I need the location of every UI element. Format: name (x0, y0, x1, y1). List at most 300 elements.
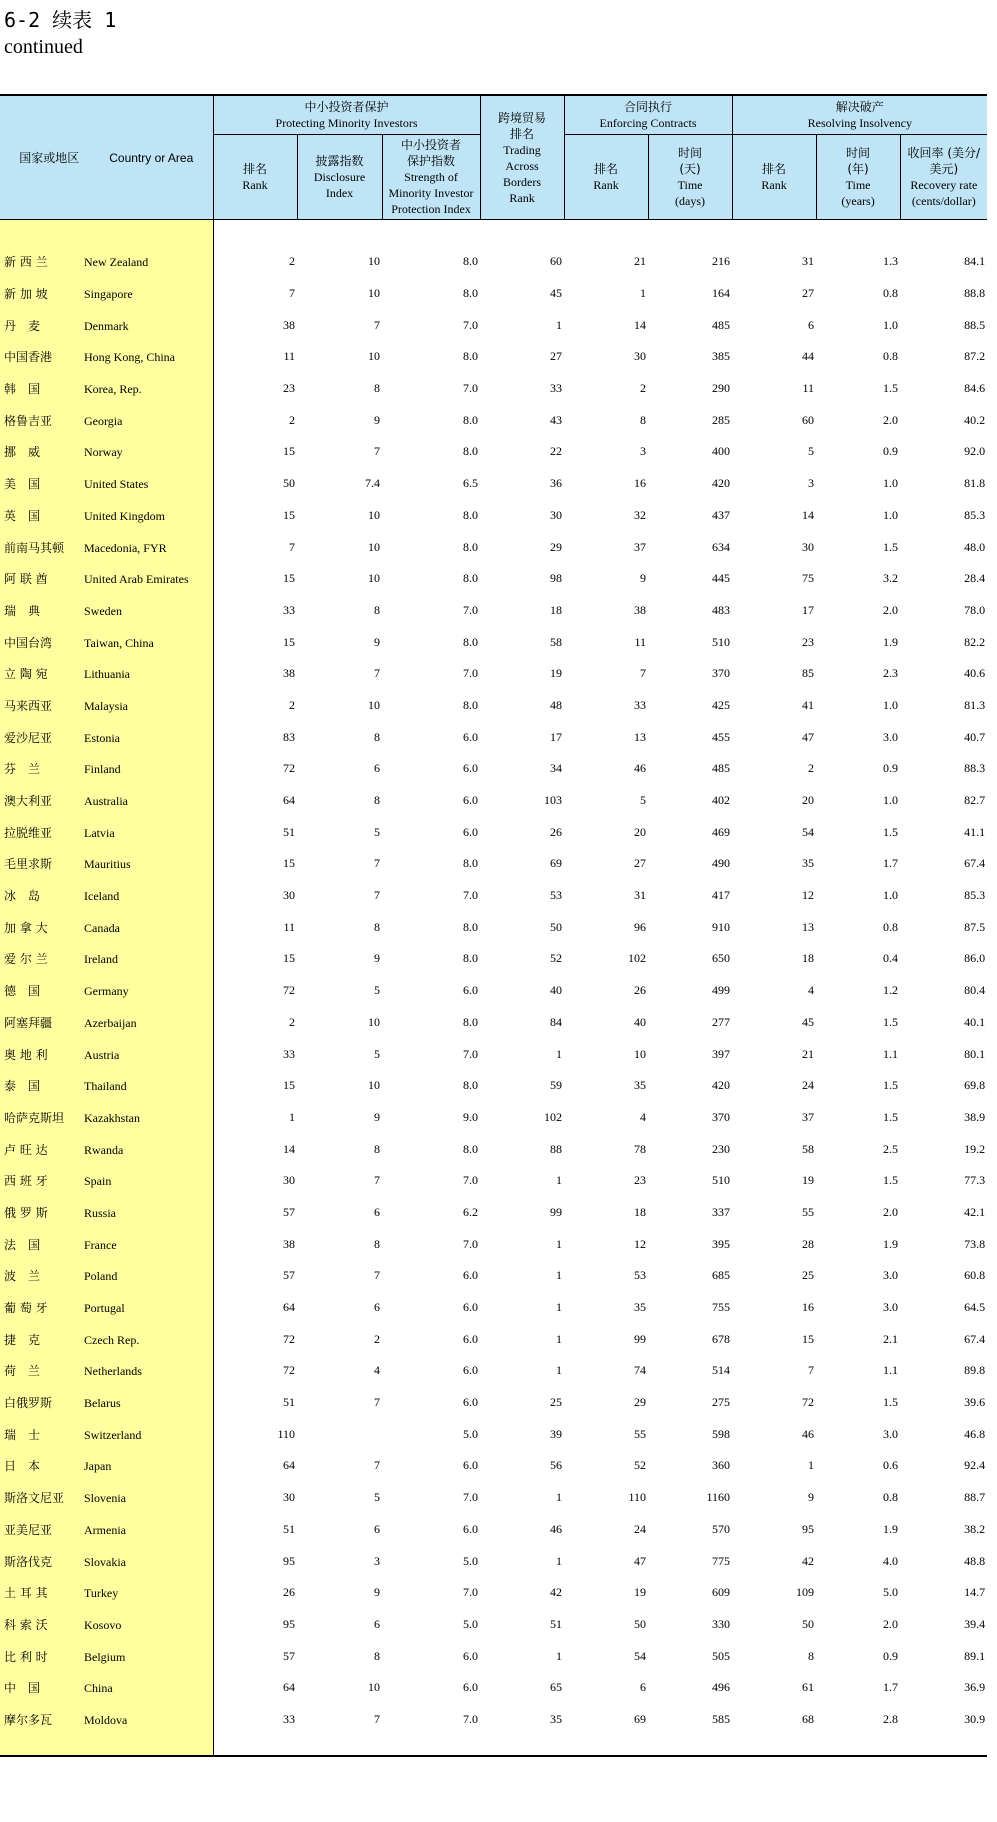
spacer-country-cell (0, 220, 213, 247)
cell-disc: 7.4 (365, 476, 380, 491)
ri-time-cn: 时间 (年) (846, 146, 871, 176)
country-name-cn: 新 加 坡 (4, 287, 48, 302)
cell-recovery: 41.1 (964, 824, 986, 839)
table-row (0, 1577, 987, 1609)
cell-ri-rank: 109 (796, 1585, 815, 1600)
cell-recovery: 80.4 (964, 983, 986, 998)
cell-trade: 1 (556, 1648, 563, 1663)
cell-ri-years: 0.4 (883, 951, 899, 966)
cell-trade: 42 (550, 1585, 563, 1600)
cell-trade: 1 (556, 1490, 563, 1505)
cell-ri-rank: 30 (802, 539, 815, 554)
country-cell (0, 816, 213, 848)
cell-disc: 9 (374, 1585, 380, 1600)
resolving-insolvency-header (732, 95, 987, 135)
ri-rank-header (732, 135, 816, 220)
cell-recovery: 88.3 (964, 761, 986, 776)
cell-ri-years: 1.5 (883, 1078, 899, 1093)
country-name-cn: 加 拿 大 (4, 920, 48, 935)
cell-strength: 8.0 (463, 286, 479, 301)
table-row (0, 468, 987, 500)
ri-rank-cn: 排名 (762, 162, 787, 176)
cell-ri-rank: 37 (802, 1109, 815, 1124)
country-name-cn: 哈萨克斯坦 (4, 1110, 65, 1125)
cell-disc: 7 (374, 1173, 380, 1188)
country-name-en: Iceland (84, 889, 120, 904)
cell-recovery: 48.0 (964, 539, 986, 554)
cell-ri-rank: 27 (802, 286, 815, 301)
cell-ri-rank: 1 (808, 1458, 815, 1473)
cell-strength: 7.0 (463, 602, 479, 617)
cell-ri-rank: 44 (802, 349, 815, 364)
cell-ec-rank: 24 (634, 1521, 647, 1536)
cell-pmi-rank: 33 (283, 1711, 295, 1726)
country-header-cn: 国家或地区 (19, 150, 80, 165)
country-header-en: Country or Area (109, 150, 194, 165)
cell-ec-days: 485 (712, 761, 731, 776)
cell-strength: 8.0 (463, 1014, 479, 1029)
country-name-cn: 葡 萄 牙 (4, 1301, 48, 1316)
cell-pmi-rank: 95 (283, 1616, 295, 1631)
cell-pmi-rank: 38 (283, 666, 295, 681)
pmi-header-cn: 中小投资者保护 (304, 100, 389, 114)
cell-ec-rank: 9 (640, 571, 647, 586)
cell-ec-rank: 19 (634, 1585, 647, 1600)
cell-pmi-rank: 2 (289, 412, 295, 427)
cell-strength: 7.0 (463, 888, 479, 903)
country-name-cn: 波 兰 (4, 1269, 41, 1284)
cell-disc: 6 (374, 1616, 380, 1631)
protecting-minority-investors-header (213, 95, 480, 135)
cell-ri-years: 1.7 (883, 1680, 899, 1695)
cell-ri-rank: 60 (802, 412, 815, 427)
cell-ri-rank: 7 (808, 1363, 815, 1378)
country-cell (0, 341, 213, 373)
cell-ec-days: 496 (712, 1680, 731, 1695)
cell-disc: 9 (374, 951, 380, 966)
ec-time-cn: 时间 (天) (678, 146, 703, 176)
cell-trade: 1 (556, 1173, 563, 1188)
cell-ri-years: 2.5 (883, 1141, 899, 1156)
cell-ec-days: 425 (712, 697, 731, 712)
country-name-cn: 冰 岛 (4, 889, 41, 904)
pmi-rank-header (213, 135, 297, 220)
country-name-en: Rwanda (84, 1142, 124, 1157)
cell-ec-rank: 50 (634, 1616, 647, 1631)
cell-disc: 10 (368, 349, 380, 364)
cell-pmi-rank: 33 (283, 602, 295, 617)
country-name-en: France (84, 1237, 117, 1252)
country-name-en: Finland (84, 762, 121, 777)
cell-ri-rank: 15 (802, 1331, 815, 1346)
cell-ri-rank: 68 (802, 1711, 815, 1726)
cell-pmi-rank: 72 (283, 983, 295, 998)
cell-ri-rank: 47 (802, 729, 815, 744)
cell-pmi-rank: 51 (283, 1521, 295, 1536)
country-name-en: Singapore (84, 287, 133, 302)
country-name-cn: 英 国 (4, 508, 41, 523)
cell-ri-years: 1.9 (883, 1521, 899, 1536)
country-name-en: China (84, 1681, 113, 1696)
cell-ri-rank: 75 (802, 571, 815, 586)
cell-ri-years: 3.0 (883, 1300, 899, 1315)
country-cell (0, 721, 213, 753)
cell-ec-rank: 21 (634, 254, 647, 269)
cell-ec-rank: 7 (640, 666, 647, 681)
cell-disc: 10 (368, 1680, 380, 1695)
cell-disc: 6 (374, 761, 380, 776)
cell-ri-years: 2.3 (883, 666, 899, 681)
cell-ri-years: 0.9 (883, 444, 899, 459)
cell-ec-rank: 4 (640, 1109, 647, 1124)
country-name-cn: 俄 罗 斯 (4, 1205, 48, 1220)
country-name-en: Turkey (84, 1586, 119, 1601)
cell-pmi-rank: 50 (283, 476, 295, 491)
table-row (0, 278, 987, 310)
table-row (0, 753, 987, 785)
cell-strength: 6.0 (463, 1648, 479, 1663)
disc-cn: 披露指数 (315, 154, 364, 168)
cell-ec-rank: 35 (634, 1300, 647, 1315)
country-name-en: Germany (84, 984, 129, 999)
table-row (0, 531, 987, 563)
cell-recovery: 28.4 (964, 571, 986, 586)
country-cell (0, 658, 213, 690)
cell-trade: 1 (556, 1236, 563, 1251)
cell-ec-days: 395 (712, 1236, 731, 1251)
country-cell (0, 975, 213, 1007)
country-cell (0, 1292, 213, 1324)
cell-pmi-rank: 15 (283, 951, 295, 966)
country-name-en: Belgium (84, 1649, 126, 1664)
country-name-en: Malaysia (84, 698, 128, 713)
cell-trade: 30 (550, 507, 563, 522)
data-table (0, 94, 987, 1757)
cell-disc: 10 (368, 1078, 380, 1093)
table-row (0, 1228, 987, 1260)
rec-en: Recovery rate (cents/dollar) (910, 178, 978, 208)
cell-strength: 8.0 (463, 634, 479, 649)
country-name-en: United Kingdom (84, 508, 165, 523)
cell-trade: 102 (544, 1109, 563, 1124)
cell-trade: 59 (550, 1078, 563, 1093)
cell-ec-days: 275 (712, 1395, 731, 1410)
cell-trade: 22 (550, 444, 563, 459)
country-name-cn: 泰 国 (4, 1079, 41, 1094)
country-cell (0, 690, 213, 722)
cell-ec-days: 775 (712, 1553, 731, 1568)
cell-ri-rank: 95 (802, 1521, 815, 1536)
cell-pmi-rank: 15 (283, 634, 295, 649)
country-name-cn: 法 国 (4, 1237, 41, 1252)
cell-ec-rank: 12 (634, 1236, 647, 1251)
cell-pmi-rank: 72 (283, 761, 295, 776)
cell-pmi-rank: 110 (277, 1426, 295, 1441)
ec-header-cn: 合同执行 (624, 100, 673, 114)
table-top-spacer (0, 220, 987, 247)
country-cell (0, 436, 213, 468)
cell-ec-days: 397 (712, 1046, 731, 1061)
cell-ri-rank: 20 (802, 793, 815, 808)
table-row (0, 848, 987, 880)
country-cell (0, 1704, 213, 1736)
ec-rank-header (564, 135, 648, 220)
cell-pmi-rank: 11 (283, 349, 295, 364)
cell-ec-rank: 99 (634, 1331, 647, 1346)
cell-ec-rank: 5 (640, 793, 647, 808)
cell-disc: 8 (374, 793, 380, 808)
cell-ri-rank: 85 (802, 666, 815, 681)
table-row (0, 1672, 987, 1704)
cell-ri-rank: 6 (808, 317, 815, 332)
country-cell (0, 1577, 213, 1609)
table-row (0, 436, 987, 468)
cell-trade: 29 (550, 539, 563, 554)
cell-pmi-rank: 15 (283, 856, 295, 871)
cell-trade: 1 (556, 1331, 563, 1346)
cell-strength: 7.0 (463, 1236, 479, 1251)
cell-ec-days: 490 (712, 856, 731, 871)
cell-recovery: 14.7 (964, 1585, 986, 1600)
country-cell (0, 404, 213, 436)
table-row (0, 1450, 987, 1482)
country-name-en: Lithuania (84, 667, 130, 682)
cell-ri-rank: 17 (802, 602, 815, 617)
country-name-en: United Arab Emirates (84, 572, 189, 587)
disc-en: Disclosure Index (313, 170, 366, 200)
cell-disc: 8 (374, 381, 380, 396)
cell-ri-years: 3.2 (883, 571, 899, 586)
cell-pmi-rank: 51 (283, 824, 295, 839)
cell-pmi-rank: 83 (283, 729, 295, 744)
cell-ec-days: 420 (712, 476, 731, 491)
cell-ec-rank: 18 (634, 1204, 647, 1219)
cell-pmi-rank: 57 (283, 1268, 295, 1283)
country-name-en: Estonia (84, 730, 120, 745)
country-cell (0, 1672, 213, 1704)
country-name-en: Australia (84, 794, 128, 809)
country-name-cn: 瑞 士 (4, 1427, 41, 1442)
cell-ec-days: 360 (712, 1458, 731, 1473)
country-name-cn: 瑞 典 (4, 603, 41, 618)
country-name-en: Azerbaijan (84, 1015, 137, 1030)
country-name-en: Netherlands (84, 1364, 142, 1379)
ri-time-years-header (816, 135, 900, 220)
cell-recovery: 69.8 (964, 1078, 986, 1093)
cell-ec-days: 505 (712, 1648, 731, 1663)
cell-disc: 6 (374, 1521, 380, 1536)
country-name-en: Norway (84, 445, 123, 460)
cell-trade: 52 (550, 951, 563, 966)
cell-strength: 6.0 (463, 1300, 479, 1315)
cell-ec-days: 485 (712, 317, 731, 332)
country-name-cn: 白俄罗斯 (4, 1396, 53, 1411)
cell-strength: 7.0 (463, 1046, 479, 1061)
cell-ec-days: 598 (712, 1426, 731, 1441)
cell-ec-rank: 38 (634, 602, 647, 617)
table-row (0, 404, 987, 436)
cell-strength: 7.0 (463, 1173, 479, 1188)
cell-ri-years: 0.6 (883, 1458, 899, 1473)
table-row (0, 880, 987, 912)
disclosure-index-header (297, 135, 382, 220)
cell-ec-days: 755 (712, 1300, 731, 1315)
country-cell (0, 1323, 213, 1355)
cell-ec-days: 445 (712, 571, 731, 586)
cell-recovery: 88.7 (964, 1490, 986, 1505)
cell-ri-years: 1.2 (883, 983, 899, 998)
country-cell (0, 1418, 213, 1450)
cell-ri-years: 2.0 (883, 602, 899, 617)
cell-strength: 8.0 (463, 951, 479, 966)
country-name-cn: 芬 兰 (4, 762, 41, 777)
country-cell (0, 1355, 213, 1387)
country-name-en: Mauritius (84, 857, 131, 872)
cell-ri-years: 2.8 (883, 1711, 899, 1726)
table-row (0, 341, 987, 373)
cell-pmi-rank: 72 (283, 1331, 295, 1346)
cell-ec-days: 455 (712, 729, 731, 744)
cell-recovery: 81.8 (964, 476, 986, 491)
pmi-rank-en: Rank (242, 178, 268, 192)
spacer-country-cell (0, 1735, 213, 1756)
table-row (0, 1387, 987, 1419)
cell-recovery: 92.0 (964, 444, 986, 459)
cell-pmi-rank: 38 (283, 317, 295, 332)
cell-trade: 48 (550, 697, 563, 712)
country-name-cn: 前南马其顿 (4, 540, 65, 555)
country-name-cn: 中国香港 (4, 350, 53, 365)
cell-ec-days: 420 (712, 1078, 731, 1093)
table-row (0, 500, 987, 532)
cell-ri-years: 1.7 (883, 856, 899, 871)
country-name-en: Korea, Rep. (84, 382, 142, 397)
cell-ri-years: 1.0 (883, 697, 899, 712)
cell-recovery: 87.2 (964, 349, 986, 364)
cell-strength: 6.0 (463, 1458, 479, 1473)
cell-recovery: 92.4 (964, 1458, 986, 1473)
cell-strength: 7.0 (463, 1585, 479, 1600)
table-row (0, 1609, 987, 1641)
country-cell (0, 500, 213, 532)
country-name-en: Belarus (84, 1396, 121, 1411)
cell-pmi-rank: 64 (283, 1300, 295, 1315)
country-cell (0, 468, 213, 500)
cell-ec-days: 678 (712, 1331, 731, 1346)
cell-disc: 7 (374, 1268, 380, 1283)
cell-ec-days: 370 (712, 1109, 731, 1124)
table-row (0, 1007, 987, 1039)
cell-ec-rank: 1 (640, 286, 647, 301)
cell-strength: 5.0 (463, 1553, 479, 1568)
cell-ri-years: 1.0 (883, 476, 899, 491)
cell-trade: 51 (550, 1616, 563, 1631)
cell-trade: 1 (556, 1363, 563, 1378)
cell-recovery: 42.1 (964, 1204, 986, 1219)
table-row (0, 626, 987, 658)
ec-header-en: Enforcing Contracts (599, 116, 697, 130)
spacer-cell (213, 220, 987, 247)
country-name-cn: 捷 克 (4, 1332, 41, 1347)
cell-ri-years: 1.0 (883, 317, 899, 332)
cell-ec-days: 230 (712, 1141, 731, 1156)
table-row (0, 1545, 987, 1577)
cell-ri-rank: 13 (802, 919, 815, 934)
cell-strength: 8.0 (463, 1141, 479, 1156)
cell-disc: 10 (368, 254, 380, 269)
cell-ec-rank: 110 (628, 1490, 647, 1505)
country-name-cn: 澳大利亚 (4, 794, 53, 809)
country-name-cn: 土 耳 其 (4, 1586, 48, 1601)
country-cell (0, 1450, 213, 1482)
recovery-rate-header (900, 135, 987, 220)
cell-ri-years: 4.0 (883, 1553, 899, 1568)
country-name-cn: 丹 麦 (4, 318, 41, 333)
cell-strength: 6.0 (463, 729, 479, 744)
cell-disc (297, 1418, 382, 1450)
cell-recovery: 39.4 (964, 1616, 986, 1631)
cell-disc: 10 (368, 507, 380, 522)
cell-ec-rank: 29 (634, 1395, 647, 1410)
country-name-en: Georgia (84, 413, 123, 428)
cell-disc: 6 (374, 1204, 380, 1219)
table-row (0, 246, 987, 278)
cell-pmi-rank: 11 (283, 919, 295, 934)
cell-disc: 7 (374, 856, 380, 871)
cell-disc: 7 (374, 1458, 380, 1473)
cell-pmi-rank: 57 (283, 1648, 295, 1663)
country-cell (0, 278, 213, 310)
cell-strength: 9.0 (463, 1109, 479, 1124)
cell-strength: 8.0 (463, 697, 479, 712)
cell-ri-rank: 18 (802, 951, 815, 966)
ec-time-en: Time (days) (675, 178, 706, 208)
cell-disc: 5 (374, 1490, 380, 1505)
country-name-en: Spain (84, 1174, 112, 1189)
cell-ec-days: 510 (712, 634, 731, 649)
cell-strength: 8.0 (463, 412, 479, 427)
country-name-en: Portugal (84, 1301, 125, 1316)
cell-ri-rank: 8 (808, 1648, 815, 1663)
country-cell (0, 753, 213, 785)
cell-ri-years: 2.0 (883, 1616, 899, 1631)
country-cell (0, 1482, 213, 1514)
table-row (0, 563, 987, 595)
cell-pmi-rank: 23 (283, 381, 295, 396)
country-name-en: Macedonia, FYR (84, 540, 167, 555)
str-en: Strength of Minority Investor Protection Index (388, 170, 474, 216)
cell-ec-days: 685 (712, 1268, 731, 1283)
cell-ec-days: 634 (712, 539, 731, 554)
cell-ri-rank: 46 (802, 1426, 815, 1441)
cell-ec-rank: 69 (634, 1711, 647, 1726)
country-name-cn: 斯洛伐克 (4, 1554, 53, 1569)
cell-recovery: 85.3 (964, 888, 986, 903)
table-row (0, 309, 987, 341)
cell-ri-years: 0.8 (883, 1490, 899, 1505)
cell-ri-rank: 21 (802, 1046, 815, 1061)
cell-recovery: 40.2 (964, 412, 986, 427)
table-row (0, 1323, 987, 1355)
cell-strength: 6.0 (463, 983, 479, 998)
cell-trade: 43 (550, 412, 563, 427)
country-name-en: United States (84, 477, 149, 492)
cell-ri-rank: 35 (802, 856, 815, 871)
cell-ri-years: 1.5 (883, 824, 899, 839)
country-name-cn: 新 西 兰 (4, 255, 48, 270)
table-row (0, 1038, 987, 1070)
cell-ec-days: 510 (712, 1173, 731, 1188)
